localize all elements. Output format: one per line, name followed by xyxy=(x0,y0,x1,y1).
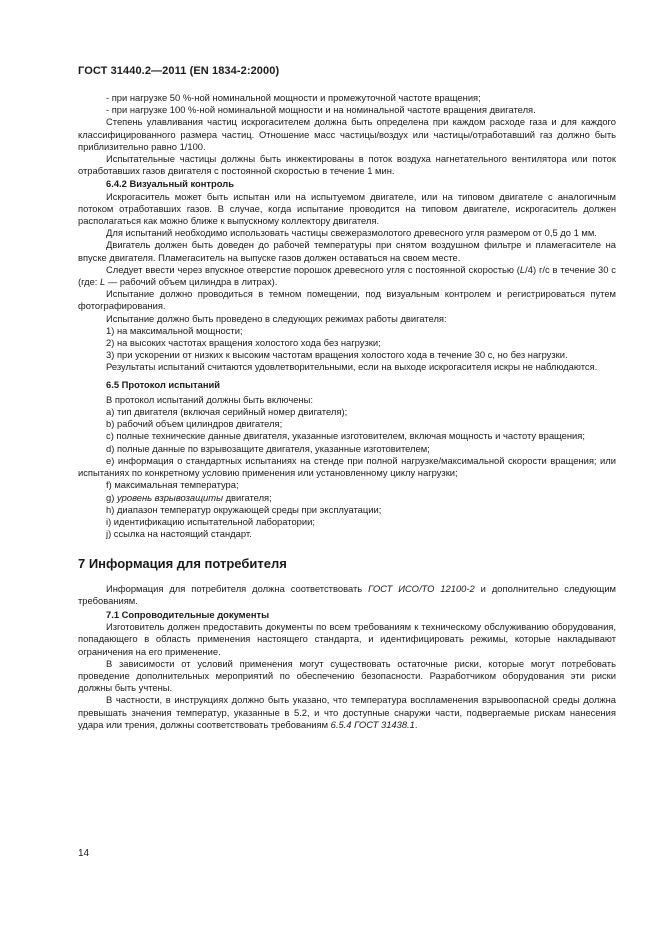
list-item: c) полные технические данные двигателя, указанные изготовителем, включая мощность и частоту вращения; xyxy=(106,430,585,442)
list-item: 1) на максимальной мощности; xyxy=(106,324,243,336)
list-item: e) информация о стандартных испытаниях на стенде при полной нагрузке/максимальной скорости вращения; или испытаниях по конкретному условию применения или установленному циклу нагрузки; xyxy=(78,454,616,479)
list-item: - при нагрузке 50 %-ной номинальной мощности и промежуточной частоте вращения; xyxy=(106,92,481,103)
list-item: a) тип двигателя (включая серийный номер двигателя); xyxy=(106,406,348,418)
paragraph: Искрогаситель может быть испытан или на испытуемом двигателе, или на типовом двигателе с аналогичным потоком отработавших газов. В случае, когда испытание проводится на типовом двигателе, искрогаситель должен располагаться как можно ближе к выпускному коллектору двигателя. xyxy=(78,190,616,227)
text-run: . xyxy=(414,718,418,730)
italic-term: уровень взрывозащиты xyxy=(116,491,223,503)
list-item: 3) при ускорении от низких к высоким частотам вращения холостого хода в течение 30 с, но без нагрузки. xyxy=(106,349,568,361)
paragraph: Испытание должно быть проведено в следующих режимах работы двигателя: xyxy=(106,312,447,324)
list-item: 2) на высоких частотах вращения холостого хода без нагрузки; xyxy=(106,337,381,349)
paragraph: Двигатель должен быть доведен до рабочей температуры при снятом воздушном фильтре и пламегасителе на впуске двигателя. Пламегаситель на выпуске газов должен оставаться на своем месте. xyxy=(78,239,616,263)
italic-variable: L xyxy=(100,276,106,288)
text-run: /4) г/с в течение 30 с (где: xyxy=(78,263,616,288)
list-item: d) полные данные по взрывозащите двигателя, указанные изготовителем; xyxy=(106,442,430,454)
text-run: Следует ввести через впускное отверстие порошок древесного угля с постоянной скоростью ( xyxy=(106,263,520,275)
italic-variable: L xyxy=(519,263,526,275)
paragraph: Испытание должно проводиться в темном помещении, под визуальным контролем и регистрироваться путем фотографирования. xyxy=(78,288,616,312)
section-heading-6-4-2: 6.4.2 Визуальный контроль xyxy=(106,178,234,190)
paragraph xyxy=(78,583,616,607)
list-item: b) рабочий объем цилиндров двигателя; xyxy=(106,418,283,430)
paragraph: Результаты испытаний считаются удовлетворительными, если на выходе искрогасителя искры не наблюдаются. xyxy=(106,361,598,373)
paragraph: Для испытаний необходимо использовать частицы свежеразмолотого древесного угля размером от 0,5 до 1 мм. xyxy=(106,227,597,239)
paragraph: В протокол испытаний должны быть включены: xyxy=(106,393,313,405)
section-heading-6-5: 6.5 Протокол испытаний xyxy=(106,378,221,390)
list-item: h) диапазон температур окружающей среды при эксплуатации; xyxy=(106,503,382,515)
text-run: и дополнительно следующим требованиям. xyxy=(78,582,617,606)
text-run: Информация для потребителя должна соответствовать xyxy=(106,582,369,594)
paragraph xyxy=(78,694,616,731)
list-item: f) максимальная температура; xyxy=(106,479,239,491)
paragraph: Изготовитель должен предоставить документы по всем требованиям к техническому обслуживанию оборудования, попадающего в область применения настоящего стандарта, и идентифицировать режимы, которые накладывают ограничения на его применение. xyxy=(78,621,616,657)
italic-reference: ГОСТ ИСО/ТО 12100-2 xyxy=(368,582,475,594)
list-item xyxy=(78,492,616,504)
section-heading-7-1: 7.1 Сопроводительные документы xyxy=(106,608,270,620)
text-run: g) xyxy=(106,491,117,503)
list-item: i) идентификацию испытательной лаборатории; xyxy=(106,515,315,527)
text-run: — рабочий объем цилиндра в литрах). xyxy=(105,276,278,288)
paragraph-charcoal-rate xyxy=(78,264,616,288)
page-number: 14 xyxy=(78,848,90,859)
text-run: В частности, в инструкциях должно быть указано, что температура воспламенения взрывоопасной среды должна превышать значения температур, указанные в 5.2, и что доступные снаружи части, подвергаемые рискам нанесения удара или трения, должны соответствовать требованиям xyxy=(78,694,616,730)
text-run: двигателя; xyxy=(222,491,272,503)
list-item: - при нагрузке 100 %-ной номинальной мощности и на номинальной частоте вращения двигателя. xyxy=(106,104,536,116)
section-heading-7: 7 Информация для потребителя xyxy=(78,556,287,572)
page-header: ГОСТ 31440.2—2011 (EN 1834-2:2000) xyxy=(78,65,280,77)
page-body xyxy=(78,92,616,731)
paragraph: Степень улавливания частиц искрогасителем должна быть определена при каждом расходе газа и для каждого классифицированного размера частиц. Отношение масс частицы/воздух или частицы/отработавший газ должно быть приблизительно равно 1/100. xyxy=(78,116,616,152)
paragraph: В зависимости от условий применения могут существовать остаточные риски, которые могут потребовать проведение дополнительных мероприятий по обеспечению безопасности. Разработчиком оборудования эти риски должны быть учтены. xyxy=(78,657,616,694)
paragraph: Испытательные частицы должны быть инжектированы в поток воздуха нагнетательного вентилятора или поток отработавших газов двигателя с постоянной скоростью в течение 1 мин. xyxy=(78,153,616,177)
list-item: j) ссылка на настоящий стандарт. xyxy=(106,528,252,540)
italic-reference: 6.5.4 ГОСТ 31438.1 xyxy=(330,718,415,730)
